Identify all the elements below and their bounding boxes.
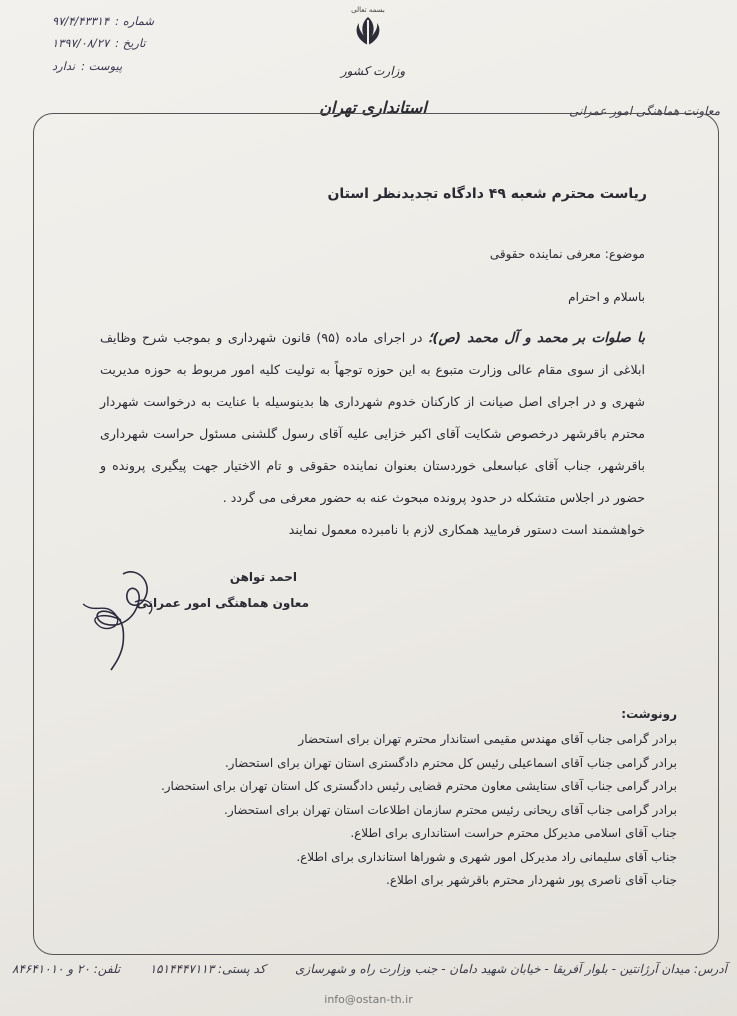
subject-line: موضوع: معرفی نماینده حقوقی [489, 247, 645, 261]
cc-item: برادر گرامی جناب آقای ستایشی معاون محترم قضایی رئیس دادگستری کل استان تهران برای استحضار. [160, 779, 677, 793]
cc-item: برادر گرامی جناب آقای ریحانی رئیس محترم سازمان اطلاعات استان تهران برای استحضار. [224, 802, 677, 817]
letter-date: تاریخ : ۱۳۹۷/۰۸/۲۷ [52, 36, 146, 51]
footer [12, 962, 727, 976]
signatory-title: معاون هماهنگی امور عمرانی [136, 596, 309, 610]
footer-email: info@ostan-th.ir [324, 993, 413, 1006]
cc-item: برادر گرامی جناب آقای اسماعیلی رئیس کل محترم دادگستری استان تهران برای استحضار. [224, 755, 677, 770]
cc-item: جناب آقای سلیمانی راد مدیرکل امور شهری و شوراها استانداری برای اطلاع. [296, 849, 677, 864]
cc-item: برادر گرامی جناب آقای مهندس مقیمی استاندار محترم تهران برای استحضار [298, 732, 677, 746]
greeting: باسلام و احترام [568, 290, 645, 304]
governorate-name: استانداری تهران [319, 98, 427, 117]
footer-postal-code: کد پستی: ۱۵۱۴۴۴۷۱۱۳ [149, 962, 266, 976]
letter-number: شماره : ۹۷/۴/۴۳۳۱۴ [52, 14, 155, 28]
salutation: با صلوات بر محمد و آل محمد (ص)؛ [428, 330, 645, 346]
letter-meta [52, 10, 212, 77]
cc-list [80, 728, 677, 893]
body-paragraph: در اجرای ماده (۹۵) قانون شهرداری و بموجب شرح وظایف ابلاغی از سوی مقام عالی وزارت متبوع به این حوزه توجهاً به تولیت کلیه امور مربوط به حوزه مدیریت شهری و در اجرای اصل صیانت از کارکنان خدوم شهرداری ها بدینوسیله با عنایت به درخواست شهردار محترم باقرشهر درخصوص شکایت آقای اکبر خزایی علیه آقای رسول گلشنی مسئول حراست شهرداری باقرشهر، جناب آقای عباسعلی خوردستان بعنوان نماینده حقوقی و تام الاختیار جهت پیگیری پرونده و حضور در اجلاس متشکله در حدود پرونده مبحوث عنه به حضور معرفی می گردد . [100, 330, 645, 505]
iran-emblem [344, 6, 392, 68]
emblem-icon [352, 14, 384, 48]
cc-item: جناب آقای ناصری پور شهردار محترم باقرشهر برای اطلاع. [386, 873, 677, 887]
recipient: ریاست محترم شعبه ۴۹ دادگاه تجدیدنظر استان [327, 186, 647, 202]
letter-body [100, 322, 645, 546]
signatory-name: احمد تواهن [229, 570, 297, 584]
footer-address: آدرس: میدان آرژانتین - بلوار آفریقا - خیابان شهید دامان - جنب وزارت راه و شهرسازی [295, 962, 727, 976]
letter-attachment: پیوست : ندارد [52, 58, 123, 73]
closing-line: خواهشمند است دستور فرمایید همکاری لازم با نامبرده معمول نمایند [288, 522, 645, 537]
department-name: معاونت هماهنگی امور عمرانی [569, 104, 720, 118]
emblem-motto: بسمه تعالی [351, 6, 385, 14]
footer-phone: تلفن: ۲۰ و ۸۴۶۴۱۰۱۰ [12, 962, 121, 976]
ministry-name: وزارت کشور [340, 64, 406, 78]
cc-item: جناب آقای اسلامی مدیرکل محترم حراست استانداری برای اطلاع. [350, 826, 677, 840]
handwritten-signature [75, 562, 195, 672]
cc-heading: رونوشت: [621, 707, 677, 721]
